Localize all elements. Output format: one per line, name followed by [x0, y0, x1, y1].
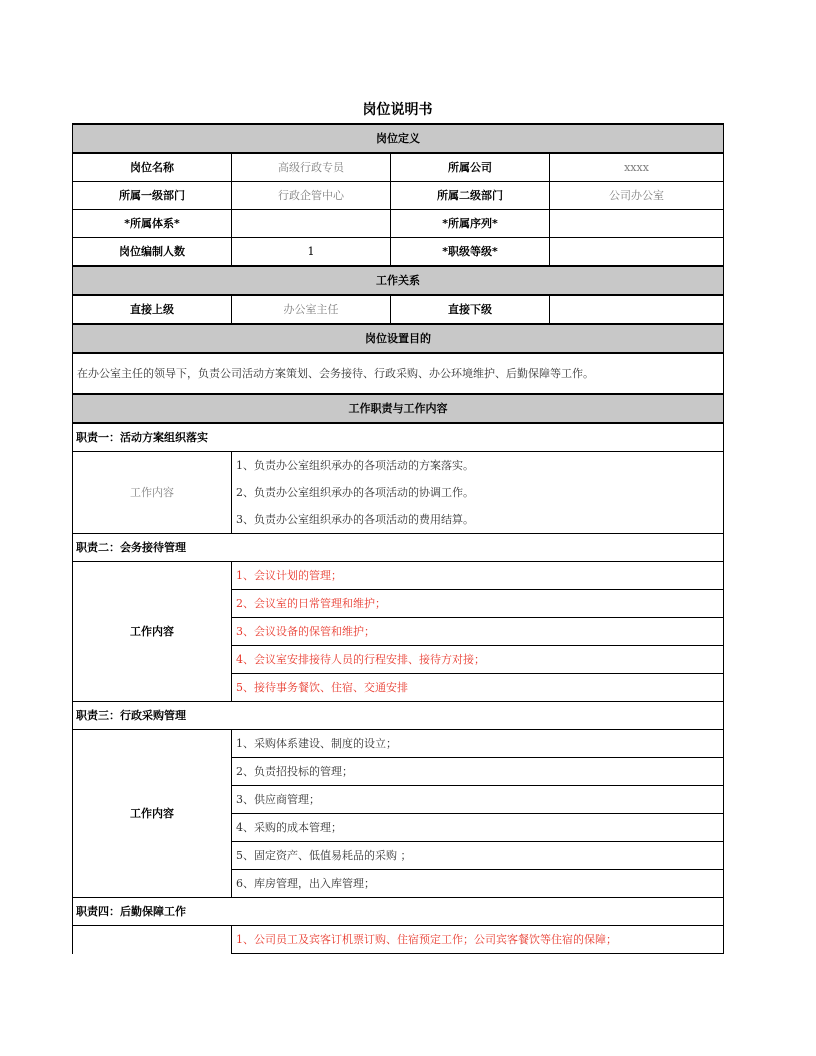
value-grade[interactable] [550, 238, 724, 267]
duty-item[interactable]: 1、公司员工及宾客订机票订购、住宿预定工作；公司宾客餐饮等住宿的保障； [232, 926, 724, 954]
duty-title: 职责三：行政采购管理 [73, 702, 724, 730]
duty-item[interactable]: 5、固定资产、低值易耗品的采购 ； [232, 842, 724, 870]
duty-item[interactable]: 1、采购体系建设、制度的设立； [232, 730, 724, 758]
value-direct-subordinate[interactable] [550, 295, 724, 324]
duty-item[interactable]: 4、会议室安排接待人员的行程安排、接待方对接； [232, 646, 724, 674]
value-system[interactable] [232, 210, 391, 238]
duty-title: 职责四：后勤保障工作 [73, 898, 724, 926]
duty-item[interactable]: 2、会议室的日常管理和维护； [232, 590, 724, 618]
document-title: 岗位说明书 [362, 102, 433, 118]
work-content-label: 工作内容 [73, 562, 232, 702]
work-content-label [73, 926, 232, 954]
section-header-definition: 岗位定义 [73, 124, 724, 153]
value-primary-department[interactable]: 行政企管中心 [232, 182, 391, 210]
job-description-table [72, 123, 724, 954]
label-direct-superior: 直接上级 [73, 295, 232, 324]
value-sequence[interactable] [550, 210, 724, 238]
duty-item[interactable]: 1、负责办公室组织承办的各项活动的方案落实。 [232, 452, 724, 480]
duty-item[interactable]: 3、供应商管理； [232, 786, 724, 814]
label-primary-department: 所属一级部门 [73, 182, 232, 210]
label-headcount: 岗位编制人数 [73, 238, 232, 267]
value-direct-superior[interactable]: 办公室主任 [232, 295, 391, 324]
duty-item[interactable]: 2、负责办公室组织承办的各项活动的协调工作。 [232, 479, 724, 506]
value-headcount[interactable]: 1 [232, 238, 391, 267]
label-sequence: *所属序列* [391, 210, 550, 238]
label-company: 所属公司 [391, 153, 550, 182]
duty-item[interactable]: 4、采购的成本管理； [232, 814, 724, 842]
label-direct-subordinate: 直接下级 [391, 295, 550, 324]
work-content-label: 工作内容 [73, 452, 232, 534]
label-position-name: 岗位名称 [73, 153, 232, 182]
duty-item[interactable]: 5、接待事务餐饮、住宿、交通安排 [232, 674, 724, 702]
section-header-duties: 工作职责与工作内容 [73, 394, 724, 423]
label-secondary-department: 所属二级部门 [391, 182, 550, 210]
job-description-sheet [72, 123, 723, 954]
value-secondary-department[interactable]: 公司办公室 [550, 182, 724, 210]
purpose-text[interactable]: 在办公室主任的领导下，负责公司活动方案策划、会务接待、行政采购、办公环境维护、后勤保障等工作。 [73, 353, 724, 394]
label-system: *所属体系* [73, 210, 232, 238]
duty-item[interactable]: 2、负责招投标的管理； [232, 758, 724, 786]
section-header-purpose: 岗位设置目的 [73, 324, 724, 353]
duty-item[interactable]: 3、会议设备的保管和维护； [232, 618, 724, 646]
work-content-label: 工作内容 [73, 730, 232, 898]
label-grade: *职级等级* [391, 238, 550, 267]
value-position-name[interactable]: 高级行政专员 [232, 153, 391, 182]
duty-title: 职责一：活动方案组织落实 [73, 423, 724, 452]
duty-item[interactable]: 1、会议计划的管理； [232, 562, 724, 590]
duty-title: 职责二：会务接待管理 [73, 534, 724, 562]
duty-item[interactable]: 3、负责办公室组织承办的各项活动的费用结算。 [232, 506, 724, 534]
value-company[interactable]: xxxx [550, 153, 724, 182]
duty-item[interactable]: 6、库房管理，出入库管理； [232, 870, 724, 898]
section-header-relations: 工作关系 [73, 266, 724, 295]
